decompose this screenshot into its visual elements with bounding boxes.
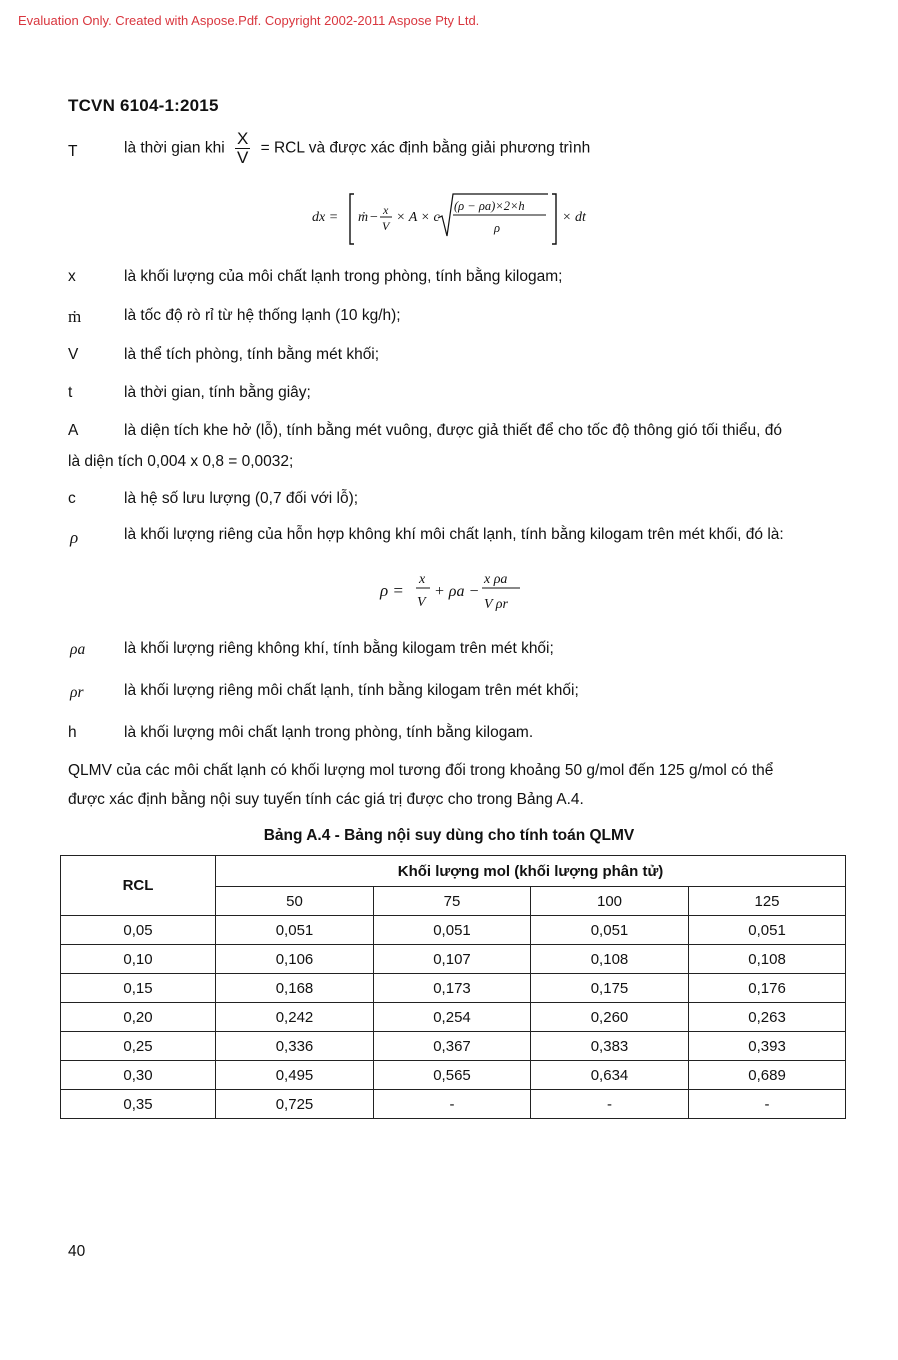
- paragraph-line-2: được xác định bằng nội suy tuyến tính các giá trị được cho trong Bảng A.4.: [68, 791, 584, 808]
- rcl-cell: 0,35: [61, 1090, 216, 1119]
- rcl-cell: 0,15: [61, 974, 216, 1003]
- rcl-cell: 0,30: [61, 1061, 216, 1090]
- eq1-frac-den: V: [382, 219, 390, 233]
- value-cell: 0,051: [689, 916, 846, 945]
- fraction-denominator: V: [236, 147, 249, 167]
- evaluation-watermark: Evaluation Only. Created with Aspose.Pdf. Copyright 2002-2011 Aspose Pty Ltd.: [18, 13, 480, 28]
- value-cell: -: [531, 1090, 689, 1119]
- column-header: 75: [374, 887, 531, 916]
- definition-A-continuation: là diện tích 0,004 x 0,8 = 0,0032;: [68, 453, 294, 470]
- value-cell: 0,051: [374, 916, 531, 945]
- rcl-cell: 0,20: [61, 1003, 216, 1032]
- leak-equation: [310, 188, 610, 250]
- eq2-V: V: [417, 595, 426, 610]
- symbol-T: T: [68, 143, 78, 160]
- value-cell: 0,254: [374, 1003, 531, 1032]
- eq1-frac-num: x: [383, 203, 389, 217]
- value-cell: 0,725: [216, 1090, 374, 1119]
- paragraph-line-1: QLMV của các môi chất lạnh có khối lượng mol tương đối trong khoảng 50 g/mol đến 125 g/mol có thể: [68, 762, 774, 779]
- definition-x: là khối lượng của môi chất lạnh trong phòng, tính bằng kilogam;: [124, 268, 563, 285]
- symbol-h: h: [68, 724, 77, 741]
- definition-V: là thể tích phòng, tính bằng mét khối;: [124, 346, 380, 363]
- eq1-root-numerator: (ρ − ρa)×2×h: [454, 199, 525, 213]
- value-cell: 0,242: [216, 1003, 374, 1032]
- value-cell: 0,367: [374, 1032, 531, 1061]
- value-cell: -: [689, 1090, 846, 1119]
- eq2-rhs-numerator: x ρa: [484, 572, 508, 587]
- symbol-A: A: [68, 422, 79, 439]
- document-code-header: TCVN 6104-1:2015: [68, 96, 219, 115]
- symbol-x: x: [68, 268, 76, 285]
- value-cell: 0,107: [374, 945, 531, 974]
- rcl-cell: 0,10: [61, 945, 216, 974]
- value-cell: 0,263: [689, 1003, 846, 1032]
- interpolation-table: [60, 855, 846, 1119]
- value-cell: 0,336: [216, 1032, 374, 1061]
- table-row: [61, 1090, 846, 1119]
- definition-c: là hệ số lưu lượng (0,7 đối với lỗ);: [124, 490, 359, 507]
- value-cell: 0,051: [531, 916, 689, 945]
- column-header: 100: [531, 887, 689, 916]
- value-cell: 0,108: [689, 945, 846, 974]
- eq1-mdot: ṁ: [358, 210, 369, 225]
- symbol-t: t: [68, 384, 73, 401]
- definition-t: là thời gian, tính bằng giây;: [124, 384, 311, 401]
- eq1-root-denominator: ρ: [494, 221, 500, 235]
- table-row: [61, 916, 846, 945]
- definition-mdot: là tốc độ rò rỉ từ hệ thống lạnh (10 kg/h);: [124, 307, 401, 324]
- rcl-cell: 0,25: [61, 1032, 216, 1061]
- fraction-numerator: X: [236, 129, 249, 148]
- molar-mass-header: Khối lượng mol (khối lượng phân tử): [216, 856, 846, 887]
- value-cell: 0,689: [689, 1061, 846, 1090]
- rcl-cell: 0,05: [61, 916, 216, 945]
- value-cell: 0,565: [374, 1061, 531, 1090]
- value-cell: 0,176: [689, 974, 846, 1003]
- t-definition-before: là thời gian khi: [124, 139, 225, 157]
- table-caption: Bảng A.4 - Bảng nội suy dùng cho tính toán QLMV: [263, 827, 635, 844]
- eq2-rhs-denominator: V ρr: [484, 597, 508, 612]
- symbol-V: V: [68, 346, 79, 363]
- value-cell: 0,383: [531, 1032, 689, 1061]
- symbol-rho: ρ: [70, 528, 79, 547]
- value-cell: -: [374, 1090, 531, 1119]
- definition-rho: là khối lượng riêng của hỗn hợp không khí môi chất lạnh, tính bằng kilogam trên mét khối, đó là:: [124, 526, 784, 543]
- table-row: [61, 1061, 846, 1090]
- value-cell: 0,175: [531, 974, 689, 1003]
- definition-rho-a: là khối lượng riêng không khí, tính bằng kilogam trên mét khối;: [124, 640, 554, 657]
- definition-h: là khối lượng môi chất lạnh trong phòng, tính bằng kilogam.: [124, 724, 534, 741]
- x-over-v-fraction: [235, 130, 250, 167]
- column-header: 125: [689, 887, 846, 916]
- value-cell: 0,106: [216, 945, 374, 974]
- eq1-middle: × A × c: [396, 210, 440, 225]
- t-definition-after: = RCL và được xác định bằng giải phương trình: [260, 139, 591, 157]
- density-equation: [378, 566, 538, 618]
- value-cell: 0,495: [216, 1061, 374, 1090]
- t-definition: [124, 130, 590, 167]
- symbol-c: c: [68, 490, 76, 507]
- value-cell: 0,634: [531, 1061, 689, 1090]
- eq1-tail: × dt: [562, 210, 586, 225]
- eq2-lhs: ρ =: [380, 581, 404, 600]
- value-cell: 0,173: [374, 974, 531, 1003]
- rcl-header: RCL: [61, 856, 216, 916]
- table-row: [61, 974, 846, 1003]
- value-cell: 0,393: [689, 1032, 846, 1061]
- svg-text:−: −: [370, 210, 378, 225]
- definition-A: là diện tích khe hở (lỗ), tính bằng mét vuông, được giả thiết để cho tốc độ thông gió tối thiểu, đó: [124, 422, 783, 439]
- eq2-middle: + ρa −: [434, 583, 480, 600]
- value-cell: 0,260: [531, 1003, 689, 1032]
- eq1-lhs: dx =: [312, 210, 339, 225]
- table-row: [61, 1003, 846, 1032]
- value-cell: 0,108: [531, 945, 689, 974]
- table-row: [61, 1032, 846, 1061]
- value-cell: 0,168: [216, 974, 374, 1003]
- symbol-mdot: ṁ: [68, 307, 82, 326]
- symbol-rho-r: ρr: [70, 684, 84, 701]
- symbol-rho-a: ρa: [70, 641, 86, 658]
- eq2-x: x: [419, 572, 426, 587]
- column-header: 50: [216, 887, 374, 916]
- definition-rho-r: là khối lượng riêng môi chất lạnh, tính bằng kilogam trên mét khối;: [124, 682, 579, 699]
- page-number: 40: [68, 1243, 86, 1260]
- table-row: [61, 945, 846, 974]
- value-cell: 0,051: [216, 916, 374, 945]
